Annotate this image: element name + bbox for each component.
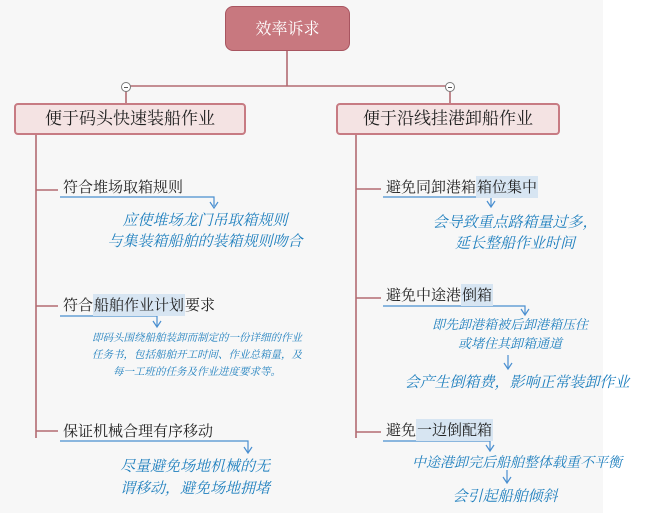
right-item-3[interactable]: 避免一边倒配箱: [386, 421, 493, 439]
branch-right-label: 便于沿线挂港卸船作业: [363, 108, 533, 129]
root-node[interactable]: [225, 6, 350, 51]
right-item-2[interactable]: 避免中途港倒箱: [386, 286, 493, 304]
right-item-1[interactable]: 避免同卸港箱箱位集中: [386, 178, 538, 196]
branch-right[interactable]: [336, 103, 560, 135]
left-note-3: 尽量避免场地机械的无 谓移动，避免场地拥堵: [119, 457, 270, 497]
left-note-1: 应使堆场龙门吊取箱规则 与集装箱船舶的装箱规则吻合: [107, 211, 303, 250]
right-note-3b: 会引起船舶倾斜: [452, 487, 558, 505]
right-note-2: 即先卸港箱被后卸港箱压住 或堵住其卸箱通道: [431, 318, 588, 352]
left-note-2: 即码头围绕船舶装卸而制定的一份详细的作业 任务书，包括船舶开工时间、作业总箱量，及 每一工班的任务及作业进度要求等。: [92, 332, 302, 378]
left-item-1[interactable]: 符合堆场取箱规则: [63, 178, 184, 196]
right-note-3: 中途港卸完后船舶整体载重不平衡: [412, 455, 622, 471]
collapse-toggle-right[interactable]: [445, 82, 455, 92]
right-note-1: 会导致重点路箱量过多， 延长整船作业时间: [432, 213, 598, 252]
collapse-toggle-left[interactable]: [121, 82, 131, 92]
branch-left-label: 便于码头快速装船作业: [45, 108, 215, 129]
root-label: 效率诉求: [255, 18, 320, 38]
right-note-2b: 会产生倒箱费，影响正常装卸作业: [404, 373, 630, 391]
left-item-2[interactable]: 符合船舶作业计划要求: [63, 296, 216, 314]
left-item-3[interactable]: 保证机械合理有序移动: [63, 422, 214, 440]
branch-left[interactable]: [14, 103, 246, 135]
